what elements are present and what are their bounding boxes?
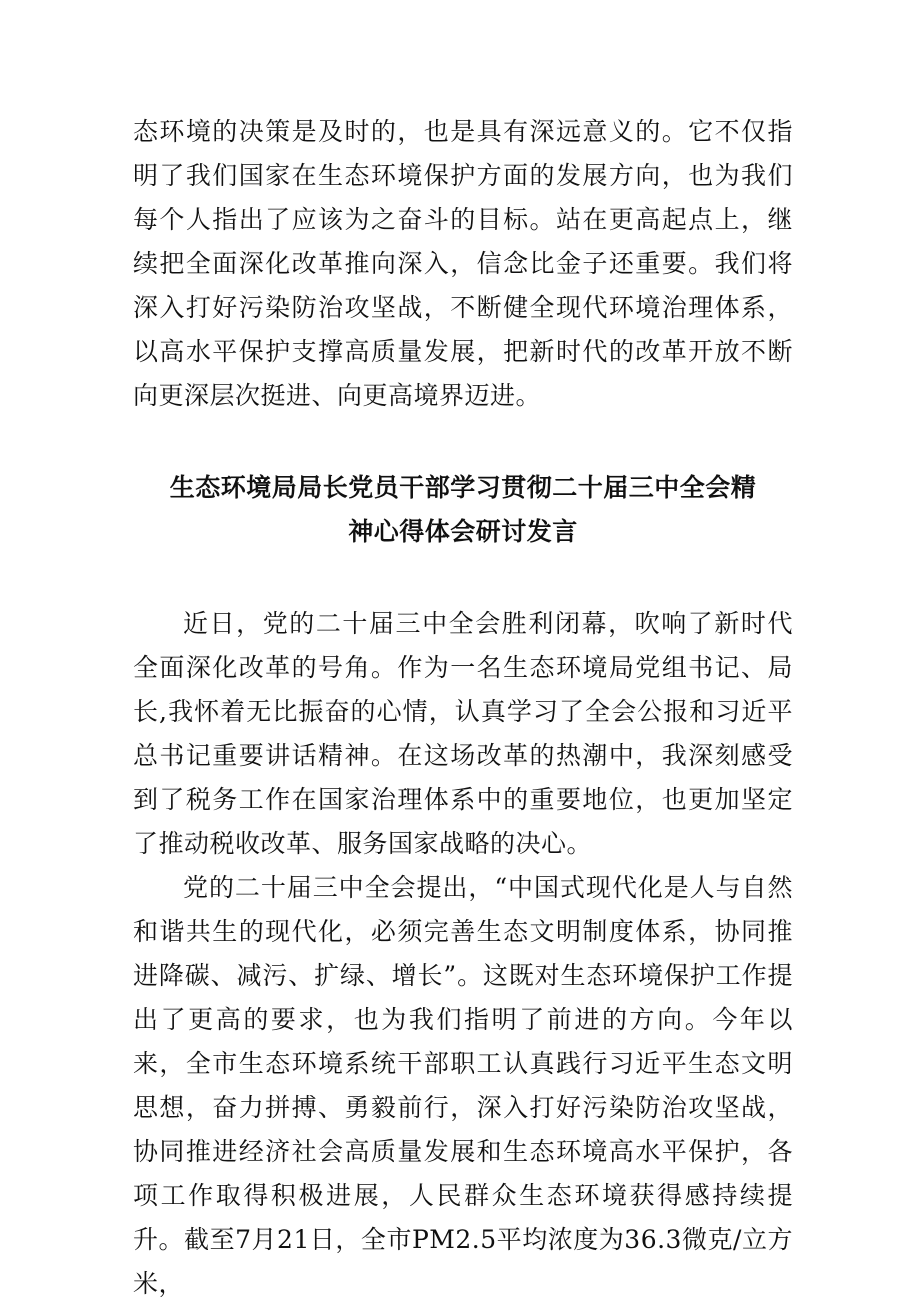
article-title xyxy=(133,466,793,554)
intro-paragraph: 态环境的决策是及时的，也是具有深远意义的。它不仅指明了我们国家在生态环境保护方面的发展方向，也为我们每个人指出了应该为之奋斗的目标。站在更高起点上，继续把全面深化改革推向深入，信念比金子还重要。我们将深入打好污染防治攻坚战，不断健全现代环境治理体系，以高水平保护支撑高质量发展，把新时代的改革开放不断向更深层次挺进、向更高境界迈进。 xyxy=(133,117,793,410)
body-paragraph: 党的二十届三中全会提出，“中国式现代化是人与自然和谐共生的现代化，必须完善生态文明制度体系，协同推进降碳、减污、扩绿、增长”。这既对生态环境保护工作提出了更高的要求，也为我们指明了前进的方向。今年以来，全市生态环境系统干部职工认真践行习近平生态文明思想，奋力拼搏、勇毅前行，深入打好污染防治攻坚战，协同推进经济社会高质量发展和生态环境高水平保护，各项工作取得积极进展，人民群众生态环境获得感持续提升。截至7月21日，全市PM2.5平均浓度为36.3微克/立方米， xyxy=(133,873,793,1298)
article-title-line-2: 神心得体会研讨发言 xyxy=(348,517,578,546)
document-body xyxy=(133,110,793,1306)
body-paragraph: 近日，党的二十届三中全会胜利闭幕，吹响了新时代全面深化改革的号角。作为一名生态环境局党组书记、局长,我怀着无比振奋的心情，认真学习了全会公报和习近平总书记重要讲话精神。在这场改革的热潮中，我深刻感受到了税务工作在国家治理体系中的重要地位，也更加坚定了推动税收改革、服务国家战略的决心。 xyxy=(133,609,793,858)
article-title-line-1: 生态环境局局长党员干部学习贯彻二十届三中全会精 xyxy=(169,473,757,502)
